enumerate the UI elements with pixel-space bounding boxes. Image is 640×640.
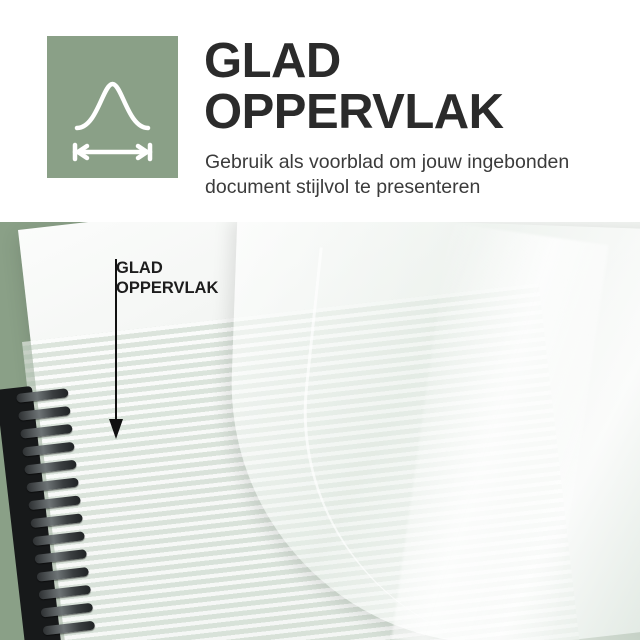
page-title-line-1: GLAD [204,34,341,88]
page-subtitle-line-1: Gebruik als voorblad om jouw ingebonden [205,151,570,173]
header [0,0,640,222]
page-title [204,36,624,138]
page-subtitle-line-2: document stijlvol te presenteren [205,176,481,198]
callout-label-line-2: OPPERVLAK [116,279,219,297]
smooth-surface-icon [47,36,178,178]
page-subtitle [205,150,625,200]
callout-label-line-1: GLAD [116,259,163,277]
page-title-line-2: OPPERVLAK [204,85,504,139]
callout-label [116,258,218,298]
product-photo [0,222,640,640]
smooth-surface-badge [47,36,178,178]
